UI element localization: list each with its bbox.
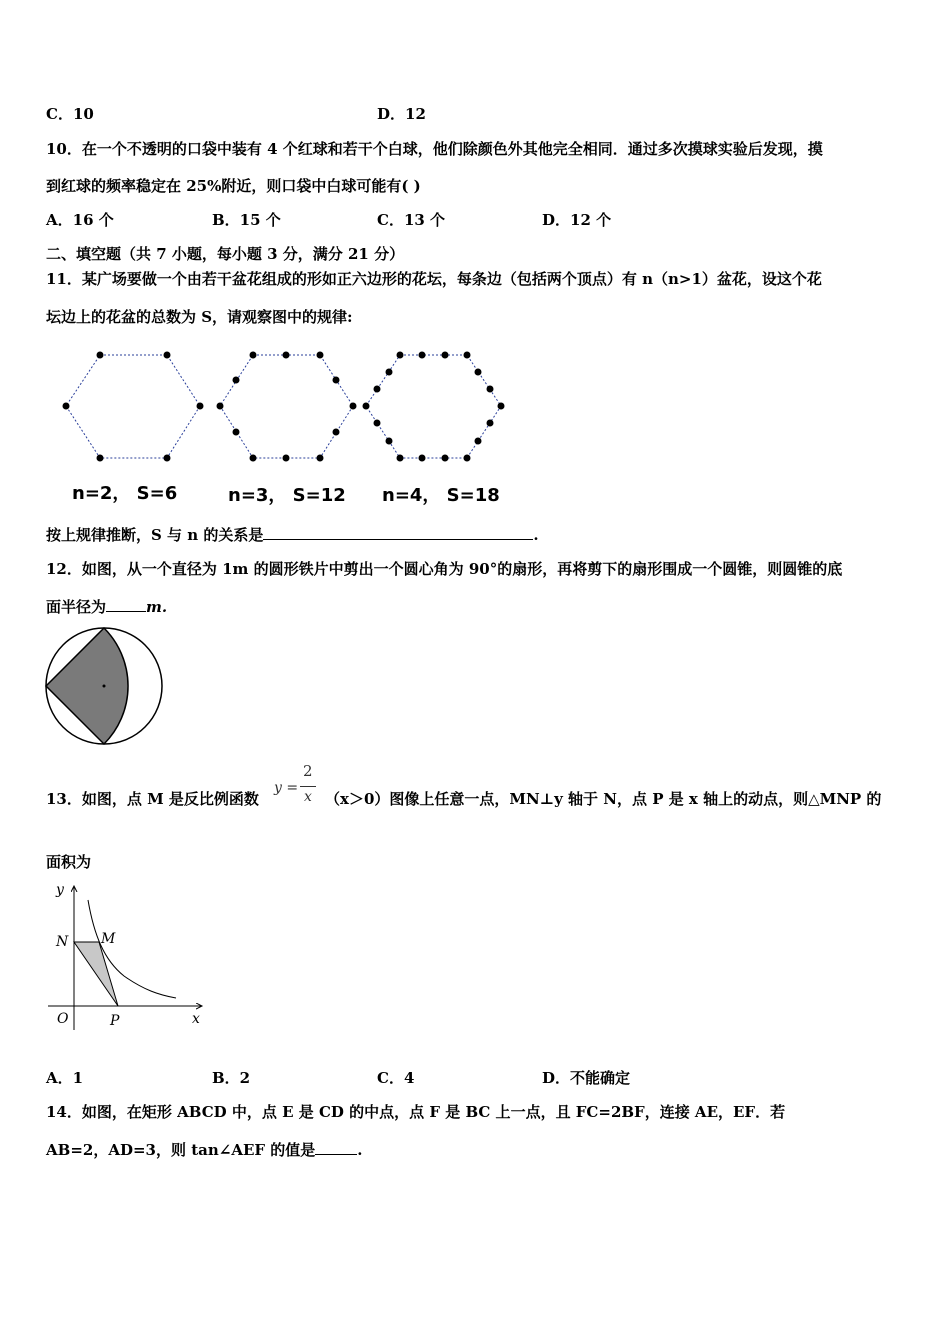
hexagon-1-pots — [63, 352, 204, 462]
figure-label-n3: n=3， S=12 — [228, 485, 346, 506]
origin-label: O — [57, 1011, 69, 1027]
hexagon-2-pots — [217, 352, 357, 462]
q10-stem-line1: 10．在一个不透明的口袋中装有 4 个红球和若干个白球，他们除颜色外其他完全相同．通过多次摸球实验后发现，摸 — [46, 140, 823, 158]
q11-question-text: 按上规律推断，S 与 n 的关系是 — [46, 526, 264, 544]
hexagon-2 — [220, 355, 353, 458]
axis-y-label: y — [56, 882, 64, 898]
q12-stem-post: m. — [146, 598, 168, 616]
q10-option-c: C．13 个 — [377, 211, 446, 229]
formula-y-equals: y = — [274, 780, 299, 796]
point-m-label: M — [101, 931, 116, 947]
q10-option-b: B．15 个 — [212, 211, 281, 229]
axis-x-label: x — [192, 1011, 200, 1027]
q12-stem-line2 — [46, 596, 167, 617]
formula-denominator: x — [304, 789, 312, 805]
formula-fraction-bar — [300, 786, 316, 787]
q12-stem-pre: 面半径为 — [46, 598, 107, 616]
q14-stem-line1: 14．如图，在矩形 ABCD 中，点 E 是 CD 的中点，点 F 是 BC 上一点，且 FC=2BF，连接 AE，EF．若 — [46, 1103, 786, 1121]
answer-blank — [106, 597, 146, 612]
q13-option-d: D．不能确定 — [542, 1069, 631, 1087]
point-n-label: N — [56, 934, 69, 950]
figure-label-n4: n=4， S=18 — [382, 485, 500, 506]
hexagon-1 — [66, 355, 200, 458]
inverse-function-figure — [44, 880, 214, 1040]
answer-blank — [315, 1140, 357, 1155]
hexagon-3-pots — [363, 352, 505, 462]
q11-question — [46, 524, 539, 545]
section-title: 二、填空题（共 7 小题，每小题 3 分，满分 21 分） — [46, 245, 405, 263]
q13-stem-line2: 面积为 — [46, 853, 92, 871]
q13-stem-post: （x＞0）图像上任意一点，MN⊥y 轴于 N，点 P 是 x 轴上的动点，则△MNP 的 — [325, 790, 882, 808]
q10-option-a: A．16 个 — [46, 211, 114, 229]
q14-stem-pre: AB=2，AD=3，则 tan∠AEF 的值是 — [46, 1141, 316, 1159]
q9-option-d: D．12 — [377, 105, 426, 123]
q13-option-b: B．2 — [212, 1069, 251, 1087]
figure-label-n2: n=2， S=6 — [72, 483, 178, 504]
q10-option-d: D．12 个 — [542, 211, 612, 229]
q14-stem-post: . — [357, 1141, 363, 1159]
q11-question-end: . — [533, 526, 539, 544]
q9-option-c: C．10 — [46, 105, 94, 123]
answer-blank — [263, 525, 533, 540]
q13-option-c: C．4 — [377, 1069, 415, 1087]
q13-stem-pre: 13．如图，点 M 是反比例函数 — [46, 790, 259, 808]
q10-stem-line2: 到红球的频率稳定在 25%附近，则口袋中白球可能有( ) — [46, 177, 421, 195]
q11-stem-line2: 坛边上的花盆的总数为 S，请观察图中的规律: — [46, 308, 353, 326]
hexagon-pattern-figure — [40, 340, 520, 470]
q11-stem-line1: 11．某广场要做一个由若干盆花组成的形如正六边形的花坛，每条边（包括两个顶点）有 n（n>1）盆花，设这个花 — [46, 270, 822, 288]
formula-numerator: 2 — [303, 762, 313, 780]
point-p-label: P — [110, 1013, 120, 1029]
q14-stem-line2 — [46, 1139, 363, 1160]
q12-stem-line1: 12．如图，从一个直径为 1m 的圆形铁片中剪出一个圆心角为 90°的扇形，再将剪下的扇形围成一个圆锥，则圆锥的底 — [46, 560, 843, 578]
q13-option-a: A．1 — [46, 1069, 84, 1087]
circle-sector-figure — [44, 626, 166, 748]
